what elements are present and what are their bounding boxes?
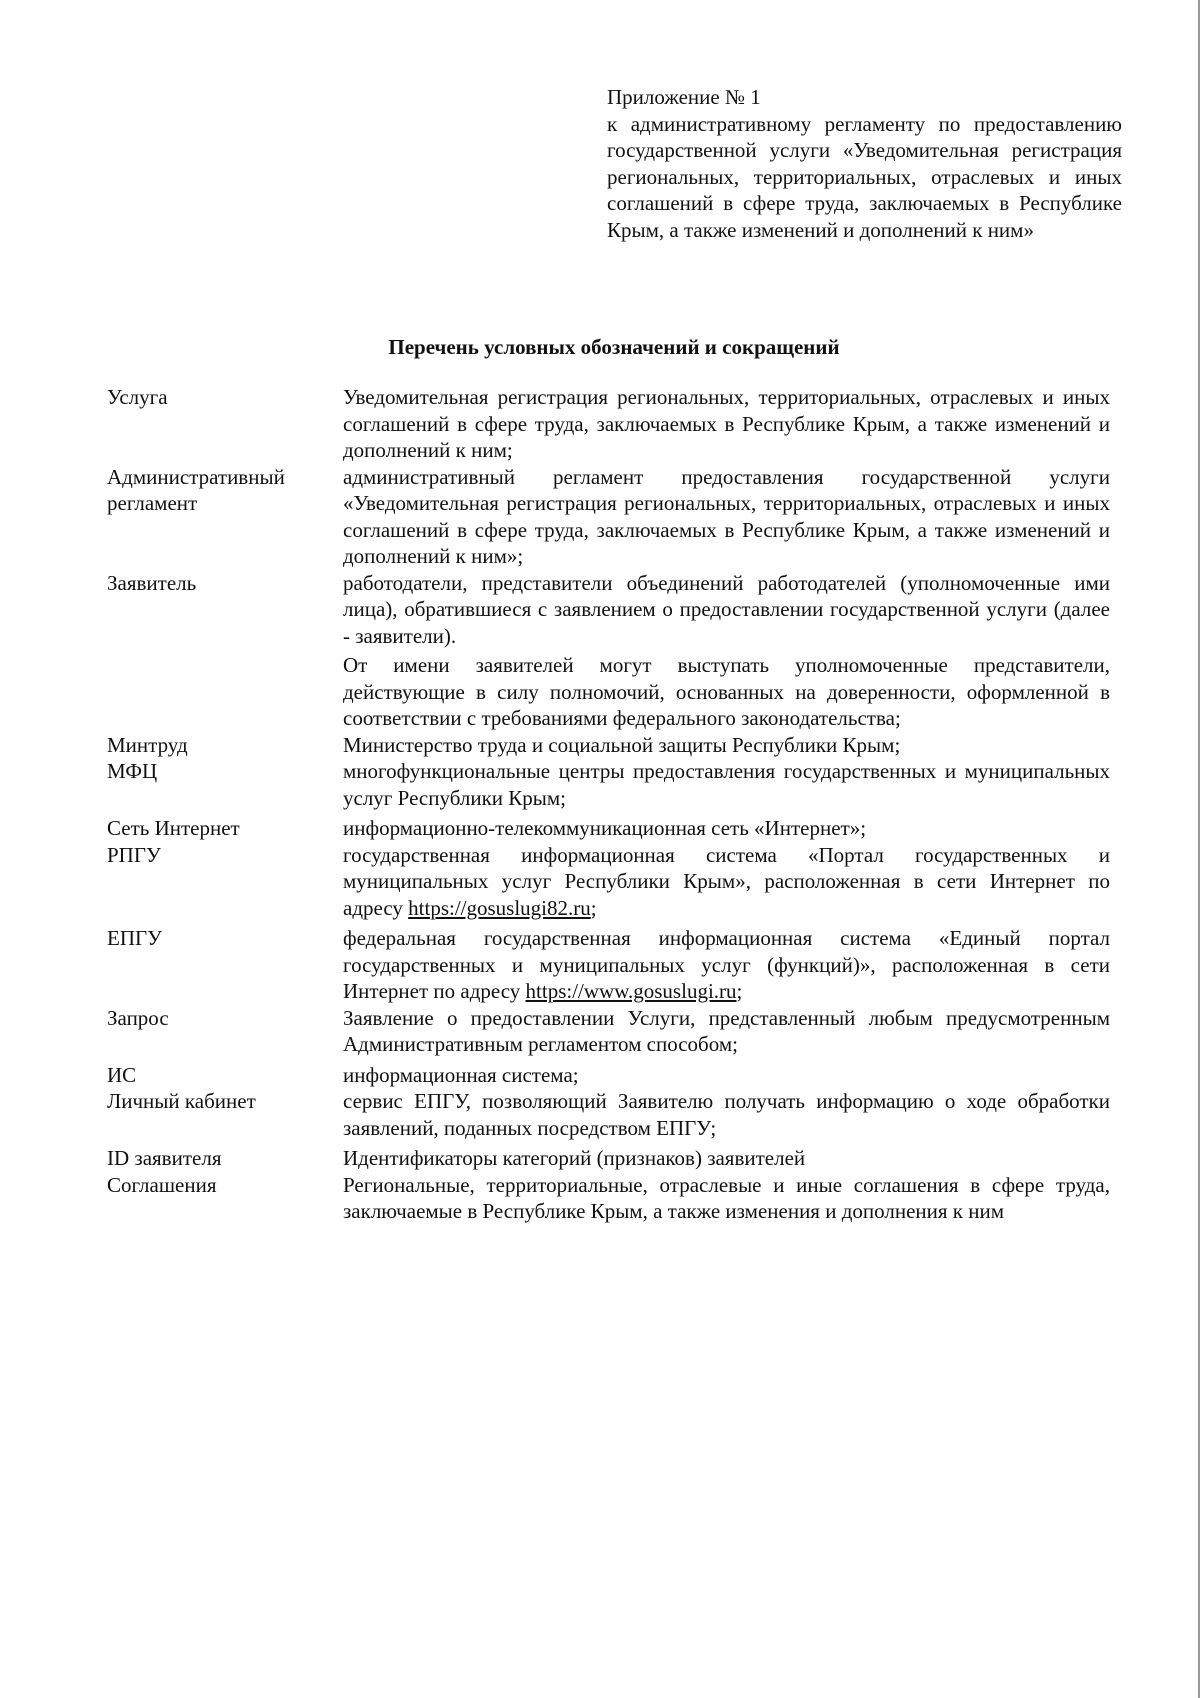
appendix-description: к административному регламенту по предоставлению государственной услуги «Уведомительная регистрация региональных, территориальных, отраслевых и иных соглашений в сфере труда, заключаемых в Республике Крым, а также изменений и дополнений к ним»	[607, 111, 1122, 242]
definition-paragraph-text: федеральная государственная информационная система «Единый портал государственных и муниципальных услуг (функций)», расположенная в сети Интернет по адресу	[343, 926, 1110, 1003]
definition-row-zapros	[107, 1005, 1110, 1058]
definition-term: Услуга	[107, 385, 168, 409]
definition-row-mintrud	[107, 732, 1110, 759]
definition-paragraph-text: государственная информационная система «Портал государственных и муниципальных услуг Республики Крым», расположенная в сети Интернет по адресу	[343, 842, 1110, 920]
definition-term: ИС	[107, 1062, 137, 1087]
definition-row-rpgu	[107, 842, 1110, 922]
definition-row-lichnyj-kabinet	[107, 1088, 1110, 1141]
definition-row-id-zayavitelya	[107, 1145, 1110, 1172]
definition-paragraph-tail: ;	[736, 979, 743, 1003]
definition-row-usluga	[107, 384, 1110, 464]
definition-text	[343, 1172, 1110, 1225]
definition-row-mfc	[107, 758, 1110, 811]
definition-term: Минтруд	[107, 732, 188, 757]
definition-term: ЕПГУ	[107, 926, 163, 950]
definition-term: МФЦ	[107, 759, 158, 783]
definition-paragraph: информационная система;	[343, 1062, 579, 1087]
definition-paragraph-tail: ;	[590, 895, 597, 920]
epgu-link[interactable]: https://www.gosuslugi.ru	[525, 979, 737, 1003]
definition-paragraph: Заявление о предоставлении Услуги, представленный любым предусмотренным Административным регламентом способом;	[343, 1005, 1110, 1056]
definition-text	[343, 842, 1110, 922]
definition-row-soglasheniya	[107, 1172, 1110, 1225]
definition-paragraph: Уведомительная регистрация региональных, территориальных, отраслевых и иных соглашений в сфере труда, заключаемых в Республике Крым, а также изменений и дополнений к ним;	[343, 385, 1110, 462]
definition-paragraph: Идентификаторы категорий (признаков) заявителей	[343, 1146, 806, 1170]
definition-text	[343, 464, 1110, 570]
definition-term: Соглашения	[107, 1172, 217, 1197]
definition-term: Административный регламент	[107, 464, 285, 515]
definition-text	[343, 570, 1110, 732]
definition-term: Личный кабинет	[107, 1089, 256, 1113]
definition-paragraph: От имени заявителей могут выступать уполномоченные представители, действующие в силу полномочий, основанных на доверенности, оформленной в соответствии с требованиями федерального законодательства;	[343, 653, 1110, 730]
definition-text	[343, 1088, 1110, 1141]
definition-text	[343, 815, 1110, 842]
definition-term: Заявитель	[107, 570, 197, 595]
definition-text	[343, 758, 1110, 811]
definition-row-zayavitel	[107, 570, 1110, 732]
definition-row-is	[107, 1062, 1110, 1089]
definition-term: Запрос	[107, 1005, 169, 1030]
definition-text	[343, 1062, 1110, 1089]
definition-term: Сеть Интернет	[107, 816, 240, 840]
definition-paragraph: работодатели, представители объединений работодателей (уполномоченные ими лица), обратившиеся с заявлением о предоставлении государственной услуги (далее - заявители).	[343, 570, 1110, 648]
definition-text	[343, 384, 1110, 464]
definition-term: РПГУ	[107, 842, 161, 867]
definition-term: ID заявителя	[107, 1146, 222, 1170]
definition-text	[343, 925, 1110, 1005]
definition-paragraph: Министерство труда и социальной защиты Республики Крым;	[343, 732, 901, 757]
definition-text	[343, 732, 1110, 759]
definition-paragraph: сервис ЕПГУ, позволяющий Заявителю получать информацию о ходе обработки заявлений, поданных посредством ЕПГУ;	[343, 1089, 1110, 1140]
definition-paragraph	[343, 925, 1110, 1005]
definitions-list	[107, 384, 1110, 1225]
definition-text	[343, 1145, 1110, 1172]
definition-paragraph: информационно-телекоммуникационная сеть «Интернет»;	[343, 816, 867, 840]
definition-paragraph: Региональные, территориальные, отраслевые и иные соглашения в сфере труда, заключаемые в Республике Крым, а также изменения и дополнения к ним	[343, 1172, 1110, 1223]
definition-text	[343, 1005, 1110, 1058]
appendix-header	[607, 84, 1122, 243]
definition-paragraph: административный регламент предоставления государственной услуги «Уведомительная регистрация региональных, территориальных, отраслевых и иных соглашений в сфере труда, заключаемых в Республике Крым, а также изменений и дополнений к ним»;	[343, 464, 1110, 568]
definition-row-internet	[107, 815, 1110, 842]
rpgu-link[interactable]: https://gosuslugi82.ru	[408, 895, 591, 920]
definition-row-reglament	[107, 464, 1110, 570]
definition-row-epgu	[107, 925, 1110, 1005]
definition-paragraph	[343, 842, 1110, 922]
appendix-title: Приложение № 1	[607, 85, 761, 109]
definition-paragraph: многофункциональные центры предоставления государственных и муниципальных услуг Республики Крым;	[343, 759, 1110, 810]
list-title: Перечень условных обозначений и сокращений	[388, 335, 840, 359]
